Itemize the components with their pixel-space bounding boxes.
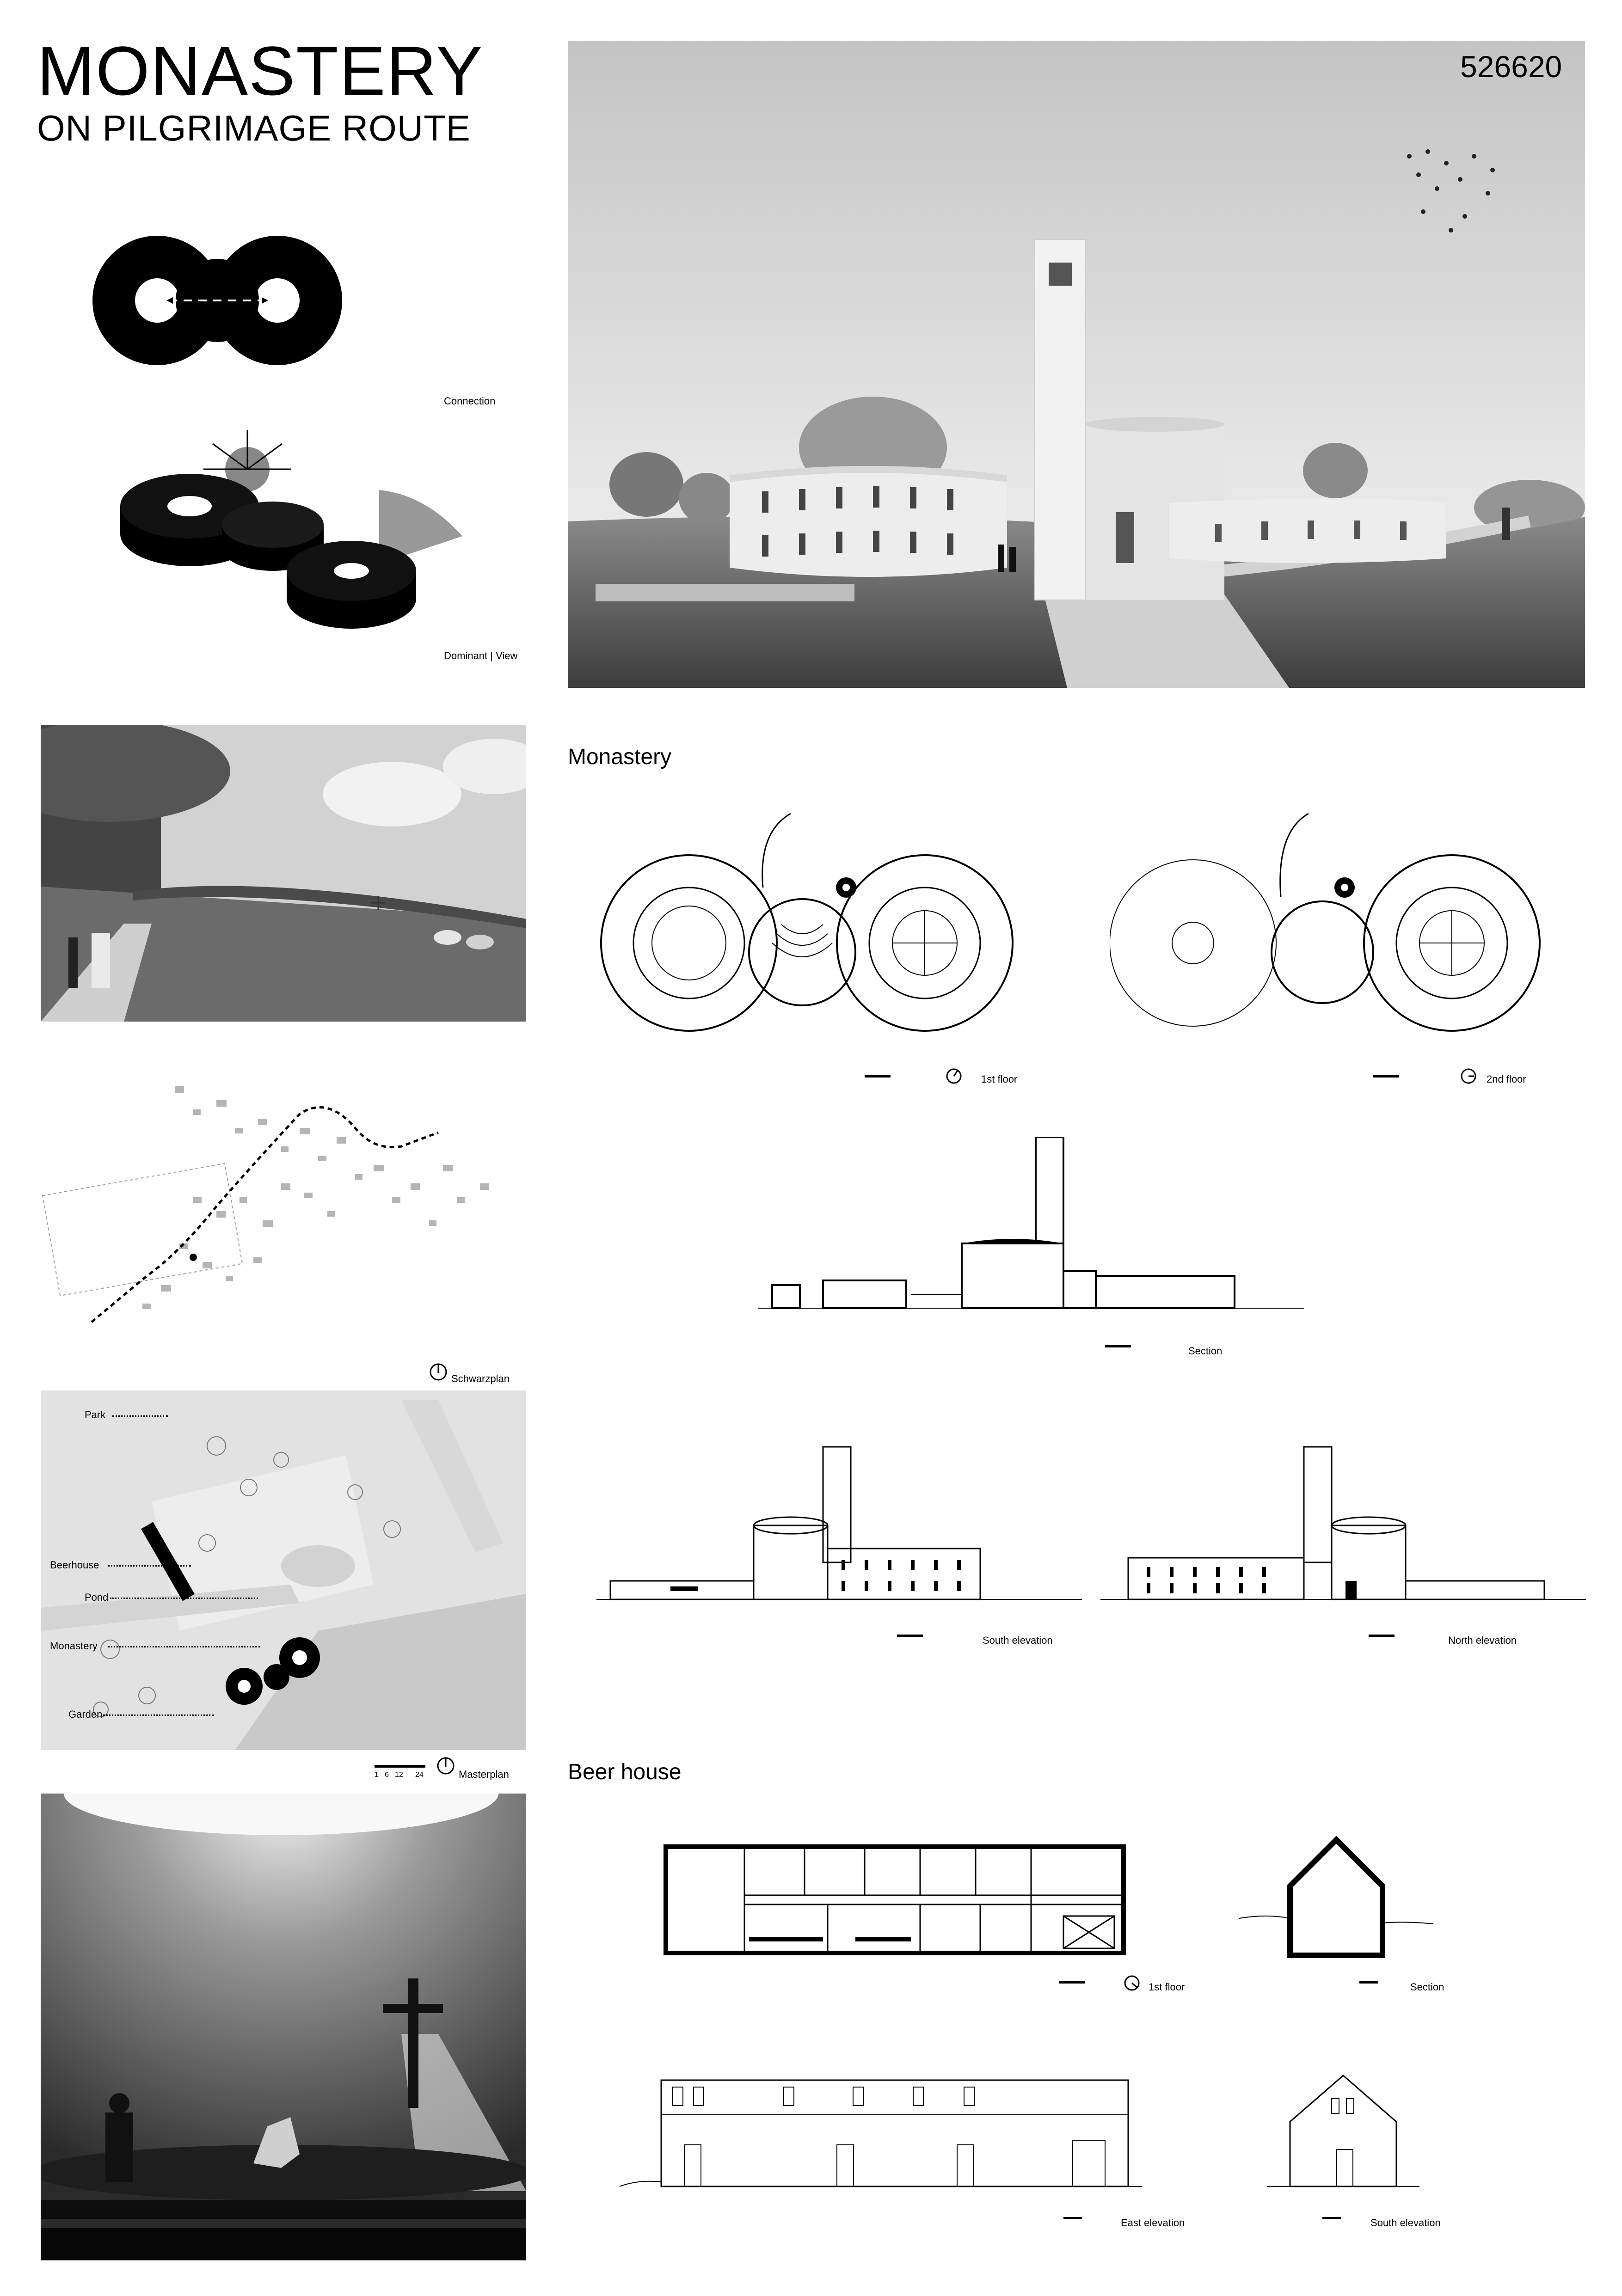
scale-bar-icon [1105,1342,1133,1359]
monastery-section [758,1137,1304,1322]
exterior-render [568,41,1585,688]
landscape-photo [41,725,526,1022]
scale-bar-icon [1369,1632,1396,1648]
plan-2nd-floor-caption: 2nd floor [1487,1073,1526,1085]
scale-number: 6 [385,1771,389,1779]
scale-bar-icon [1359,1978,1387,1995]
north-arrow-icon [436,1757,455,1775]
beerhouse-east-elevation [620,2071,1142,2200]
north-elevation-caption: North elevation [1448,1635,1517,1646]
monastery-plan-1st-floor [596,795,1082,1035]
plan-1st-floor-caption: 1st floor [981,1073,1018,1085]
scale-bar-icon [375,1762,430,1779]
masterplan-drawing [41,1390,526,1750]
scale-number: 1 [375,1771,379,1779]
section-heading-beer-house: Beer house [568,1760,682,1784]
beerhouse-section-caption: Section [1410,1981,1444,1993]
scale-number: 12 [395,1771,403,1779]
scale-bar-icon [1373,1072,1401,1089]
interior-render [41,1794,526,2260]
monastery-plan-2nd-floor [1110,795,1572,1035]
monastery-north-elevation [1100,1433,1586,1618]
dominant-view-diagram [120,425,490,647]
beerhouse-east-caption: East elevation [1121,2217,1185,2229]
masterplan-caption: Masterplan [459,1769,509,1780]
beerhouse-plan-1st-floor [661,1842,1133,1962]
masterplan-label-pond: Pond [85,1592,109,1603]
masterplan-scale [375,1762,430,1779]
scale-bar-icon [897,1632,925,1648]
south-elevation-caption: South elevation [983,1635,1053,1646]
masterplan-label-beerhouse: Beerhouse [50,1559,99,1571]
masterplan-label-monastery: Monastery [50,1640,98,1652]
scale-bar-icon [865,1072,892,1089]
scale-bar-icon [1322,2214,1350,2231]
dominant-caption: Dominant | View [444,650,518,661]
north-arrow-icon [1124,1975,1140,1991]
beerhouse-plan-caption: 1st floor [1149,1981,1185,1993]
competition-code: 526620 [1460,49,1562,84]
north-arrow-icon [946,1068,962,1084]
connection-diagram [92,208,425,374]
scale-bar-icon [1059,1978,1087,1995]
masterplan-label-garden: Garden [68,1708,103,1720]
scale-bar-icon [1063,2214,1091,2231]
beerhouse-south-elevation [1267,2071,1419,2200]
page-subtitle: ON PILGRIMAGE ROUTE [37,108,471,148]
beerhouse-section [1239,1817,1433,1969]
monastery-south-elevation [596,1433,1082,1618]
scale-number: 24 [415,1771,424,1779]
north-arrow-icon [429,1363,448,1381]
north-arrow-icon [1460,1068,1477,1084]
section-heading-monastery: Monastery [568,745,672,769]
beerhouse-south-caption: South elevation [1370,2217,1441,2229]
schwarzplan-caption: Schwarzplan [451,1373,510,1384]
connection-caption: Connection [444,395,496,407]
section-caption: Section [1188,1345,1223,1357]
masterplan-label-park: Park [85,1409,106,1420]
schwarzplan-drawing [41,1045,526,1341]
page-title: MONASTERY [37,32,484,110]
